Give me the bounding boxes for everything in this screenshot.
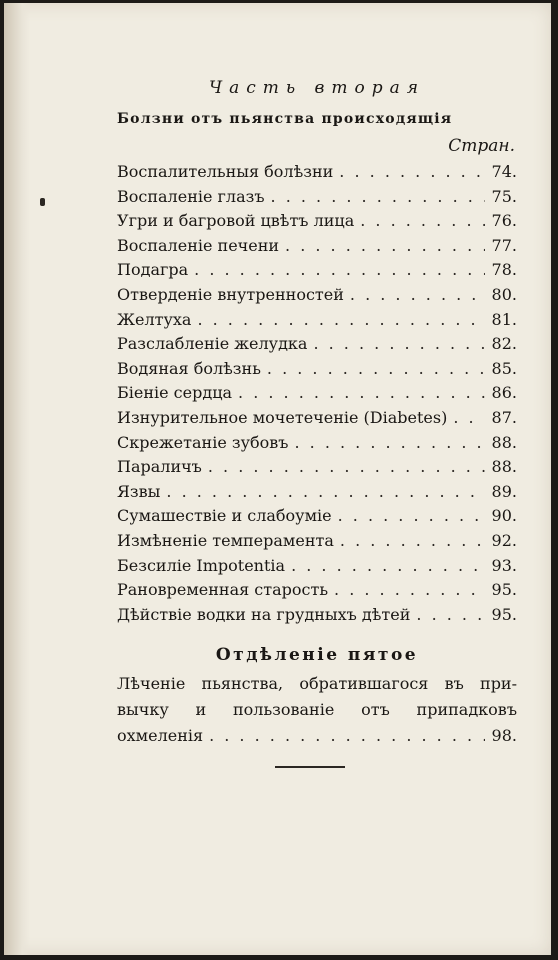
dot-leader (332, 504, 485, 529)
toc-entry (117, 480, 517, 505)
entry-title: Рановременная старость (117, 580, 329, 600)
entry-title: Воспаленіе печени (117, 235, 280, 255)
page-number: 85. (491, 358, 517, 378)
dot-leader (307, 332, 485, 357)
entry-title: Безсиліе Impotentia (117, 555, 286, 575)
toc-entry (117, 308, 517, 333)
page-number: 78. (491, 260, 517, 280)
toc-entry (117, 283, 517, 308)
toc-entry (117, 529, 517, 554)
page-number: 92. (491, 530, 517, 550)
entry-title: Дѣйствіе водки на грудныхъ дѣтей (117, 604, 411, 624)
toc-entry (117, 357, 517, 382)
dot-leader (354, 209, 485, 234)
entry-title: Отверденіе внутренностей (117, 284, 344, 304)
page-number: 88. (491, 457, 517, 477)
toc-entry (117, 406, 517, 431)
entry-title: Язвы (117, 481, 161, 501)
dot-leader (410, 603, 485, 628)
dot-leader (188, 258, 485, 283)
entry-title: Скрежетаніе зубовъ (117, 432, 289, 452)
dot-leader (265, 185, 485, 210)
toc-entry (117, 603, 517, 628)
dot-leader (447, 406, 485, 431)
dot-leader (344, 283, 485, 308)
entry-title: Разслабленіе желудка (117, 334, 308, 354)
entry-title: Желтуха (117, 309, 192, 329)
page-number: 95. (491, 580, 517, 600)
entry-title: Подагра (117, 260, 189, 280)
section-five-line: охмеленія (117, 726, 204, 746)
entry-title: Параличъ (117, 457, 202, 477)
toc-entry (117, 160, 517, 185)
dot-leader (328, 578, 485, 603)
dot-leader (285, 554, 485, 579)
dot-leader (203, 723, 485, 749)
entry-title: Водяная болѣзнь (117, 358, 261, 378)
page-number: 80. (491, 284, 517, 304)
page-number: 75. (491, 186, 517, 206)
page-number: 74. (491, 162, 517, 181)
toc-entry (117, 209, 517, 234)
toc-entry (117, 258, 517, 283)
toc-list (117, 160, 517, 627)
toc-entry (117, 381, 517, 406)
page-number: 90. (491, 506, 517, 526)
entry-title: Воспаленіе глазъ (117, 186, 265, 206)
page-number: 88. (491, 432, 517, 452)
dot-leader (279, 234, 485, 259)
dot-leader (202, 455, 485, 480)
page-binding-edge (4, 3, 30, 955)
ink-mark (40, 198, 45, 206)
toc-entry (117, 504, 517, 529)
dot-leader (334, 529, 485, 554)
page-number: 77. (491, 235, 517, 255)
toc-entry (117, 554, 517, 579)
section-five-entry (117, 671, 517, 749)
page-number: 76. (491, 211, 517, 231)
page-number: 95. (491, 604, 517, 624)
dot-leader (333, 160, 485, 185)
page-number: 87. (491, 407, 517, 427)
toc-entry (117, 185, 517, 210)
section-five-last-line (117, 723, 517, 749)
entry-title: Сумашествіе и слабоуміе (117, 506, 332, 526)
entry-title: Біеніе сердца (117, 383, 233, 403)
page-number: 81. (491, 309, 517, 329)
dot-leader (232, 381, 485, 406)
page-number: 82. (491, 334, 517, 354)
page-number: 86. (491, 383, 517, 403)
entry-title: Изнурительное мочетеченіе (Diabetes) (117, 407, 448, 427)
page-number: 89. (491, 481, 517, 501)
closing-rule (275, 766, 345, 768)
toc-entry (117, 332, 517, 357)
entry-title: Измѣненіе темперамента (117, 530, 334, 550)
dot-leader (191, 308, 485, 333)
entry-title: Угри и багровой цвѣтъ лица (117, 211, 355, 231)
section-five-title: Отдѣленіе пятое (215, 645, 419, 666)
toc-entry (117, 578, 517, 603)
section-heading: Болзни отъ пьянства происходящія (117, 111, 453, 127)
entry-title: Воспалительныя болѣзни (117, 162, 334, 181)
dot-leader (288, 431, 485, 456)
section-five-line: Лѣченіе пьянства, обратившагося въ при- (117, 674, 517, 694)
section-five-line: вычку и пользованіе отъ припадковъ (117, 700, 517, 720)
toc-entry (117, 455, 517, 480)
page-number: 98. (491, 726, 517, 746)
toc-entry (117, 431, 517, 456)
page-number: 93. (491, 555, 517, 575)
dot-leader (261, 357, 485, 382)
dot-leader (160, 480, 485, 505)
table-of-contents (117, 70, 517, 749)
toc-entry (117, 234, 517, 259)
part-title: Часть вторая (208, 78, 426, 98)
page-column-label: Стран. (448, 136, 515, 156)
